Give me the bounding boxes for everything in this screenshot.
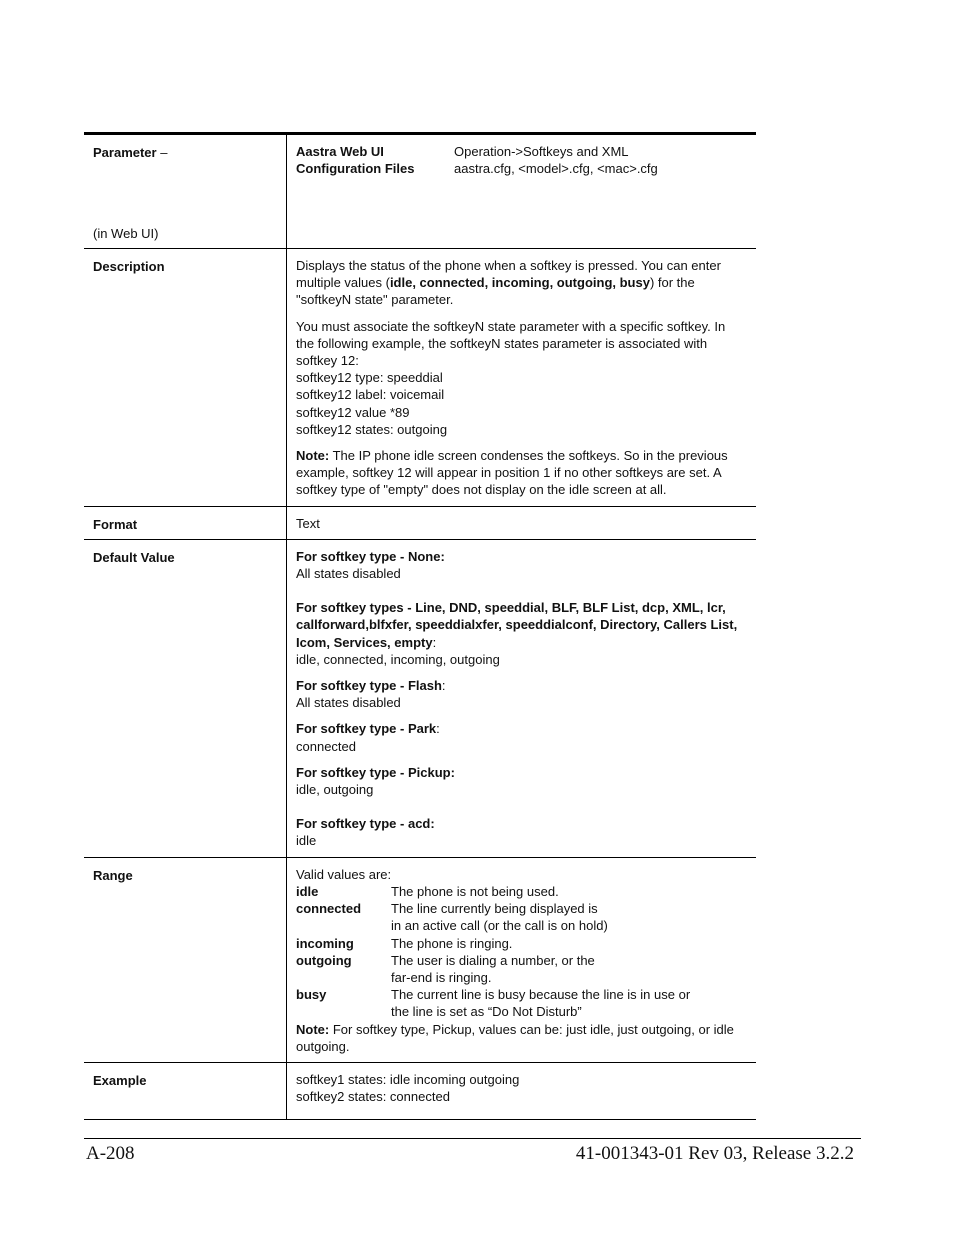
range-intro: Valid values are:	[296, 866, 392, 882]
description-example-line: softkey12 value *89	[296, 404, 410, 420]
colon: :	[436, 721, 440, 737]
range-item	[296, 986, 744, 1020]
colon: :	[441, 678, 446, 694]
default-pickup	[296, 764, 744, 798]
spacer	[296, 798, 744, 815]
range-desc: the line is set as “Do Not Disturb”	[391, 1004, 582, 1020]
range-item	[296, 883, 744, 900]
note-text: The IP phone idle screen condenses the softkeys. So in the previous example, softkey 12 will appear in position 1 if no other softkeys are set. A softkey type of "empty" does not display on the idle screen at all.	[296, 448, 728, 498]
example-value-cell	[287, 1063, 756, 1119]
row-format	[84, 507, 756, 540]
config-files-key: Configuration Files	[296, 161, 415, 177]
parameter-label: Parameter	[93, 145, 157, 160]
example-line: softkey2 states: connected	[296, 1089, 450, 1105]
default-acd-value: idle	[296, 833, 317, 849]
range-key: connected	[296, 901, 362, 917]
default-types-value: idle, connected, incoming, outgoing	[296, 651, 500, 667]
range-note	[296, 1021, 744, 1055]
description-text: Displays the status of the phone when a softkey is pressed. You can enter multiple values (	[296, 258, 721, 291]
description-text-end: ) for the "softkeyN state" parameter.	[296, 275, 695, 308]
default-park-value: connected	[296, 738, 356, 754]
row-range	[84, 858, 756, 1063]
range-desc: in an active call (or the call is on hold)	[391, 918, 608, 934]
description-note	[296, 447, 744, 499]
row-default-value	[84, 540, 756, 858]
web-ui-key: Aastra Web UI	[296, 144, 384, 159]
range-desc: The user is dialing a number, or the	[391, 952, 595, 968]
description-example-line: softkey12 states: outgoing	[296, 421, 448, 437]
parameter-value-cell	[287, 135, 756, 248]
footer-rule	[84, 1138, 861, 1139]
parameter-dash: –	[156, 145, 168, 160]
default-value-cell	[287, 540, 756, 857]
page-number: A-208	[86, 1143, 135, 1164]
row-example	[84, 1063, 756, 1120]
config-files-entry	[296, 160, 744, 177]
default-types-heading: For softkey types - Line, DND, speeddial, BLF, BLF List, dcp, XML, lcr, callforward,blfxfer, speeddialxfer, speeddialconf, Directory, Callers List, Icom, Services, empty	[296, 600, 738, 650]
range-desc: far-end is ringing.	[391, 969, 492, 985]
note-text: For softkey type, Pickup, values can be: just idle, just outgoing, or idle outgoing.	[296, 1021, 734, 1054]
range-key: idle	[296, 883, 319, 899]
description-example-intro: You must associate the softkeyN state parameter with a specific softkey. In the following example, the softkeyN states parameter is associated with softkey 12:	[296, 318, 726, 369]
default-types	[296, 599, 744, 668]
note-label: Note:	[296, 1021, 330, 1037]
range-item	[296, 900, 744, 934]
default-acd-heading: For softkey type - acd:	[296, 816, 435, 832]
document-id: 41-001343-01 Rev 03, Release 3.2.2	[575, 1143, 854, 1164]
range-desc: The phone is not being used.	[391, 883, 559, 899]
note-label: Note:	[296, 448, 330, 464]
colon: :	[432, 634, 437, 650]
default-none-heading: For softkey type - None:	[296, 548, 445, 564]
default-park	[296, 720, 744, 754]
description-example	[296, 318, 744, 438]
range-desc: The line currently being displayed is	[391, 901, 598, 917]
range-label: Range	[84, 858, 287, 1062]
description-paragraph	[296, 257, 744, 309]
default-flash	[296, 677, 744, 711]
example-line: softkey1 states: idle incoming outgoing	[296, 1071, 520, 1087]
default-value-label: Default Value	[84, 540, 287, 857]
format-value: Text	[296, 515, 320, 531]
default-park-heading: For softkey type - Park	[296, 721, 437, 737]
range-item	[296, 952, 744, 986]
description-states: idle, connected, incoming, outgoing, busy	[389, 275, 650, 291]
default-flash-heading: For softkey type - Flash	[296, 678, 442, 694]
web-ui-entry	[296, 143, 744, 160]
default-flash-value: All states disabled	[296, 695, 401, 711]
range-value-cell	[287, 858, 756, 1062]
web-ui-value: Operation->Softkeys and XML	[454, 144, 629, 159]
range-desc: The phone is ringing.	[391, 935, 513, 951]
config-files-value: aastra.cfg, <model>.cfg, <mac>.cfg	[454, 161, 658, 177]
parameter-web-ui-note: (in Web UI)	[93, 226, 159, 241]
description-label: Description	[84, 249, 287, 506]
spacer	[296, 582, 744, 599]
range-key: outgoing	[296, 952, 352, 968]
range-desc: The current line is busy because the line is in use or	[391, 987, 691, 1003]
default-pickup-heading: For softkey type - Pickup:	[296, 764, 455, 780]
description-example-line: softkey12 label: voicemail	[296, 387, 445, 403]
default-acd	[296, 815, 744, 849]
parameter-table	[84, 132, 756, 1120]
default-none-value: All states disabled	[296, 566, 401, 582]
description-example-line: softkey12 type: speeddial	[296, 370, 443, 386]
example-label: Example	[84, 1063, 287, 1119]
range-key: incoming	[296, 935, 354, 951]
range-item	[296, 935, 744, 952]
format-label: Format	[84, 507, 287, 539]
row-parameter	[84, 135, 756, 249]
range-key: busy	[296, 987, 327, 1003]
description-value-cell	[287, 249, 756, 506]
parameter-label-cell	[84, 135, 287, 248]
default-pickup-value: idle, outgoing	[296, 782, 374, 798]
row-description	[84, 249, 756, 507]
default-none	[296, 548, 744, 582]
